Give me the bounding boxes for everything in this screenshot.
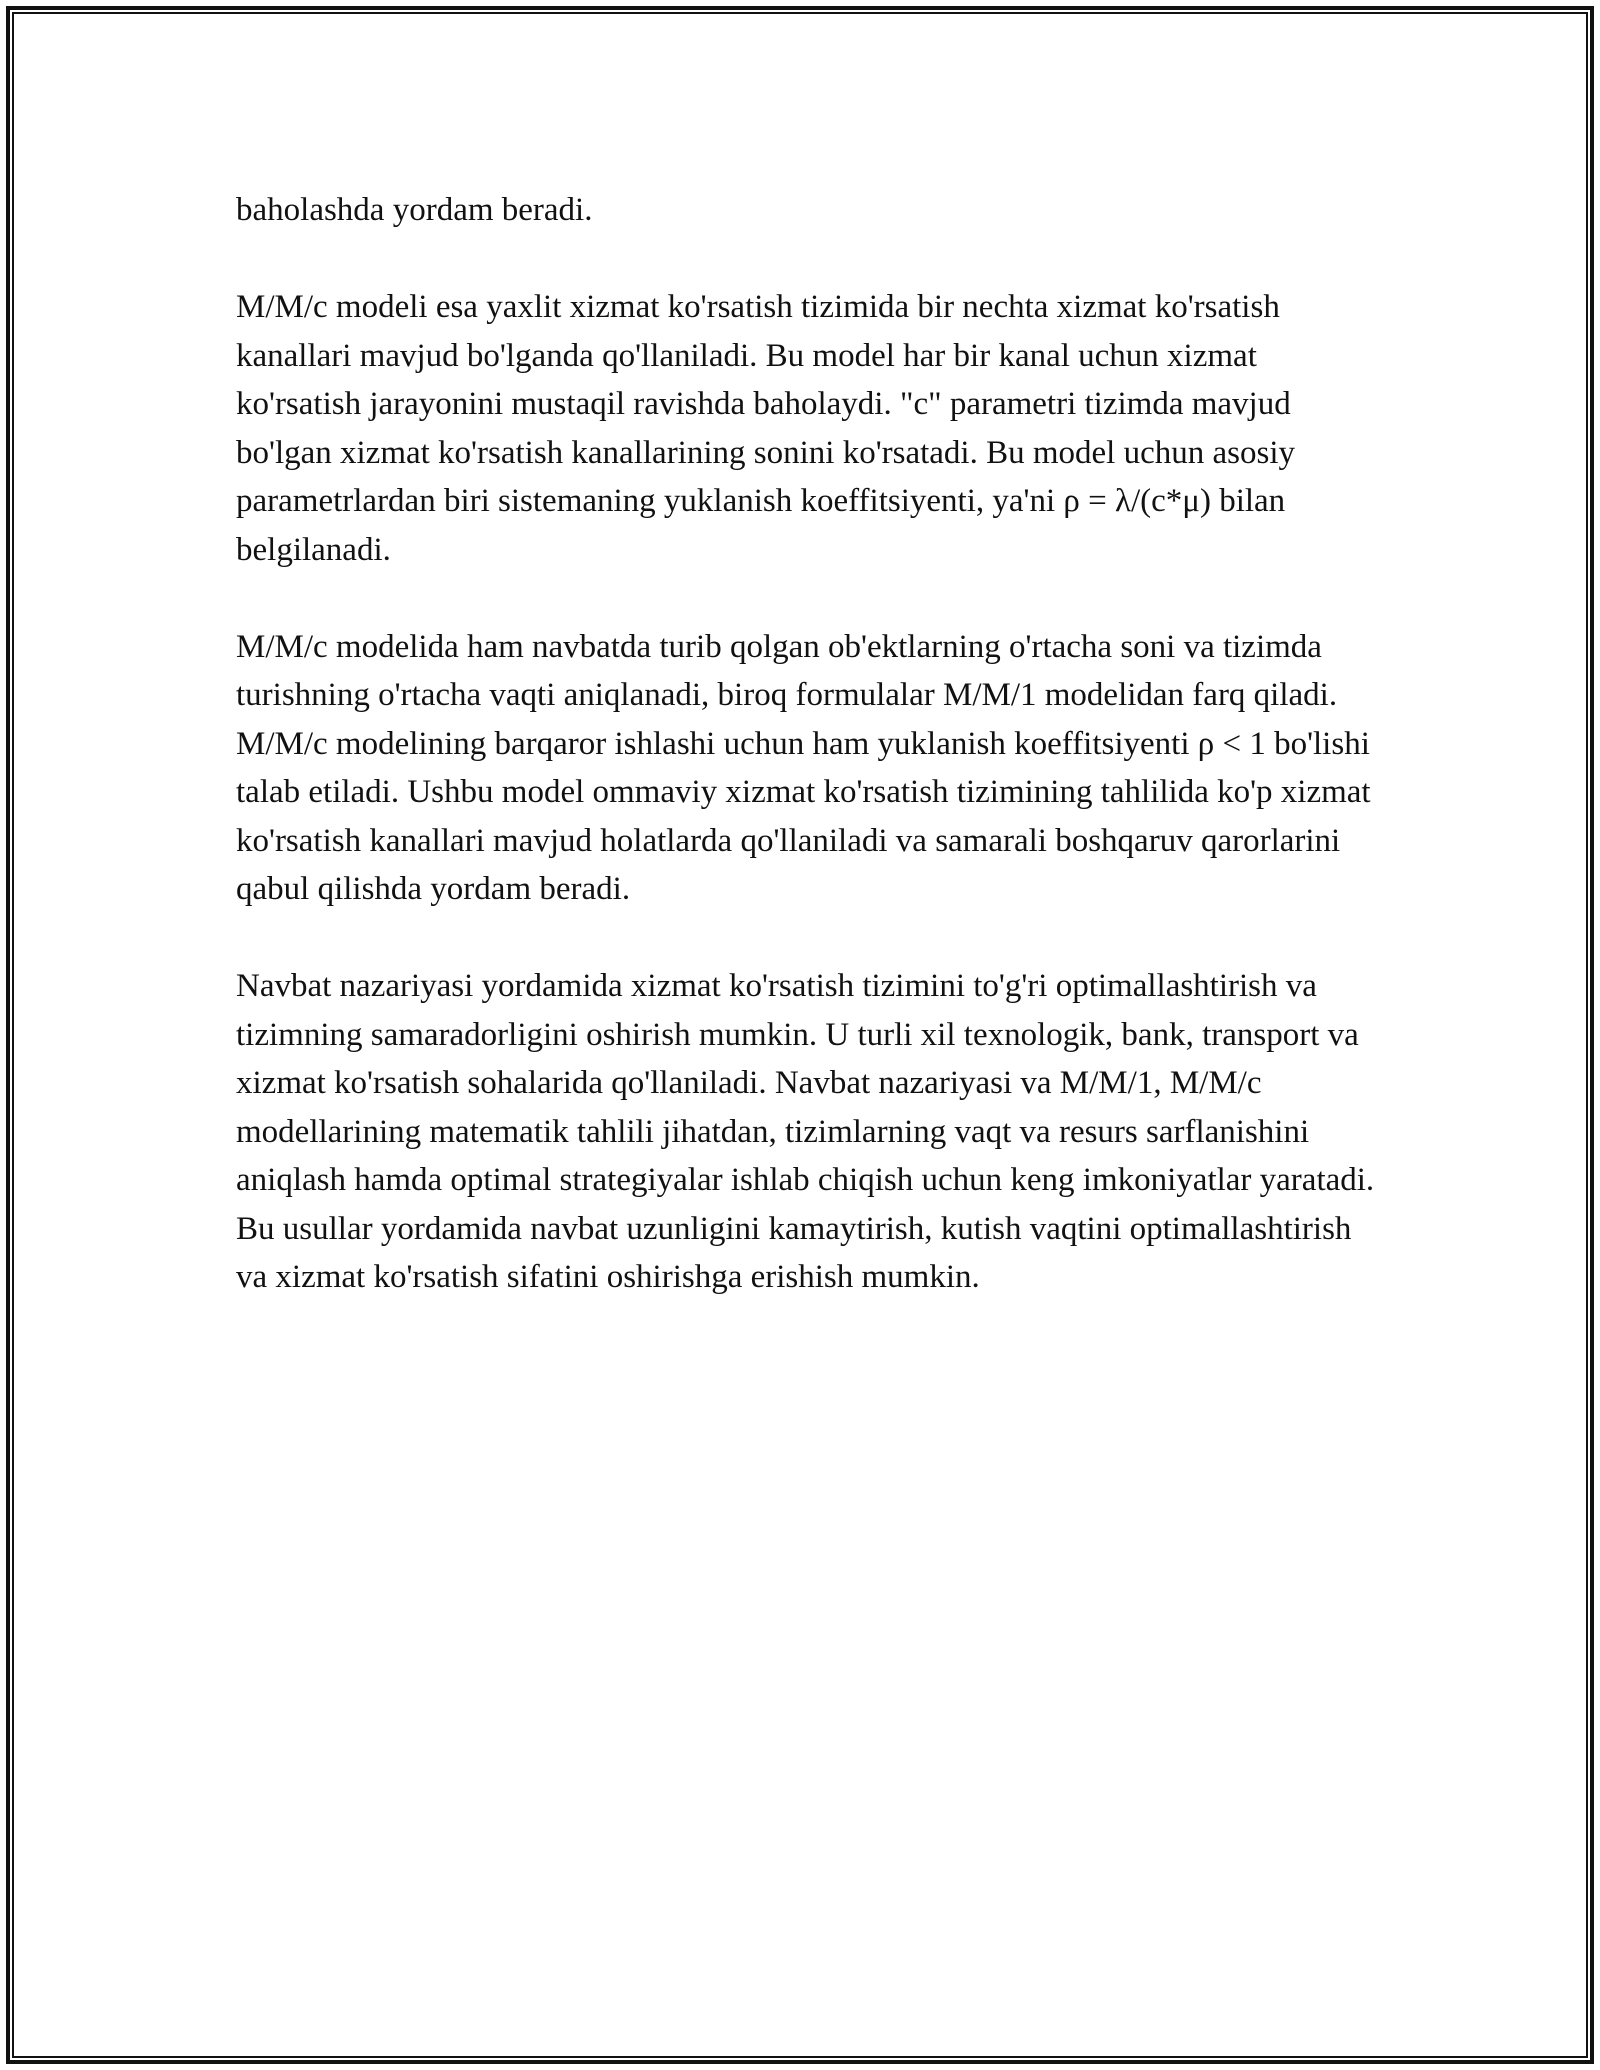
document-body: [236, 186, 1376, 1350]
paragraph-3: M/M/c modelida ham navbatda turib qolgan ob'ektlarning o'rtacha soni va tizimda turishning o'rtacha vaqti aniqlanadi, biroq formulalar M/M/1 modelidan farq qiladi. M/M/c modelining barqaror ishlashi uchun ham yuklanish koeffitsiyenti ρ < 1 bo'lishi talab etiladi. Ushbu model ommaviy xizmat ko'rsatish tizimining tahlilida ko'p xizmat ko'rsatish kanallari mavjud holatlarda qo'llaniladi va samarali boshqaruv qarorlarini qabul qilishda yordam beradi.: [236, 628, 1371, 907]
paragraph-1: baholashda yordam beradi.: [236, 192, 593, 228]
paragraph-4: Navbat nazariyasi yordamida xizmat ko'rsatish tizimini to'g'ri optimallashtirish va tizimning samaradorligini oshirish mumkin. U turli xil texnologik, bank, transport va xizmat ko'rsatish sohalarida qo'llaniladi. Navbat nazariyasi va M/M/1, M/M/c modellarining matematik tahlili jihatdan, tizimlarning vaqt va resurs sarflanishini aniqlash hamda optimal strategiyalar ishlab chiqish uchun keng imkoniyatlar yaratadi. Bu usullar yordamida navbat uzunligini kamaytirish, kutish vaqtini optimallashtirish va xizmat ko'rsatish sifatini oshirishga erishish mumkin.: [236, 968, 1375, 1295]
paragraph-2: M/M/c modeli esa yaxlit xizmat ko'rsatish tizimida bir nechta xizmat ko'rsatish kanallari mavjud bo'lganda qo'llaniladi. Bu model har bir kanal uchun xizmat ko'rsatish jarayonini mustaqil ravishda baholaydi. "c" parametri tizimda mavjud bo'lgan xizmat ko'rsatish kanallarining sonini ko'rsatadi. Bu model uchun asosiy parametrlardan biri sistemaning yuklanish koeffitsiyenti, ya'ni ρ = λ/(c*μ) bilan belgilanadi.: [236, 289, 1295, 568]
